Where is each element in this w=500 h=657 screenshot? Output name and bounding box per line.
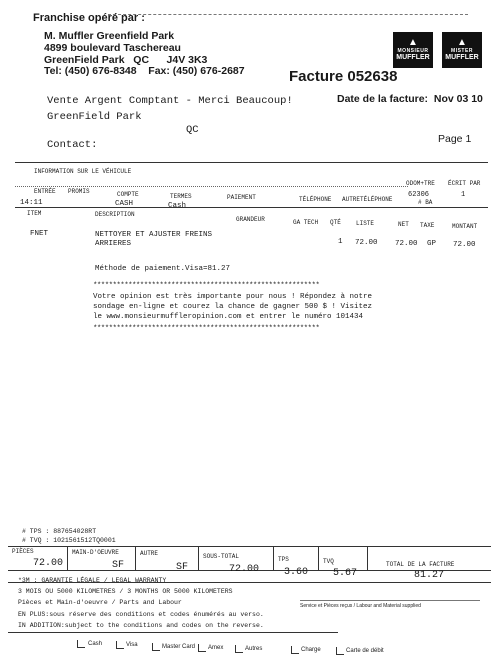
label-tvq: TVQ	[323, 558, 334, 565]
col-qte: QTÉ	[330, 219, 341, 226]
totals-divider	[273, 546, 274, 570]
franchise-city: GreenField Park QC J4V 3K3	[44, 54, 208, 66]
value-tps: 3.60	[284, 567, 309, 578]
totals-divider	[135, 546, 136, 570]
col-montant: MONTANT	[452, 223, 478, 230]
logo-top-text: MISTER	[451, 48, 473, 54]
col-promis: PROMIS	[68, 188, 90, 195]
line-item-net: 72.00	[395, 240, 418, 248]
warranty-bottom-rule	[8, 632, 338, 633]
line-item-liste: 72.00	[355, 239, 378, 247]
logo-top-text: MONSIEUR	[397, 48, 429, 54]
totals-divider	[67, 546, 68, 570]
customer-contact: Contact:	[47, 139, 98, 151]
totals-divider	[318, 546, 319, 570]
customer-province: QC	[186, 124, 199, 136]
signature-line	[300, 600, 480, 601]
checkbox-autres[interactable]	[235, 645, 243, 653]
page-number: Page 1	[438, 133, 472, 145]
logo-bottom-text: MUFFLER	[445, 54, 479, 61]
survey-line: Votre opinion est très importante pour nous ! Répondez à notre	[93, 293, 373, 301]
col-ba: # BA	[418, 199, 433, 206]
col-item: ITEM	[27, 210, 42, 217]
totals-divider	[198, 546, 199, 570]
col-ga-tech: GA TECH	[293, 219, 319, 226]
order-header-rule	[15, 186, 408, 187]
warranty-line: 3 MOIS OU 5000 KILOMETRES / 3 MONTHS OR 5000 KILOMETERS	[18, 588, 233, 595]
value-autre: SF	[176, 562, 189, 573]
line-item-taxe: GP	[427, 240, 437, 248]
col-autre-telephone: AUTRETÉLÉPHONE	[342, 196, 393, 203]
line-item-montant: 72.00	[453, 241, 476, 249]
label-pieces: PIÈCES	[12, 548, 34, 555]
line-item-desc-1: NETTOYER ET AJUSTER FREINS	[95, 231, 213, 239]
warranty-line: Pièces et Main-d'oeuvre / Parts and Labour	[18, 599, 182, 606]
tps-number: # TPS : 887654028RT	[22, 528, 97, 535]
stars-bottom: **********************************************************	[93, 325, 320, 333]
franchise-address: 4899 boulevard Taschereau	[44, 42, 181, 54]
col-grandeur: GRANDEUR	[236, 216, 265, 223]
ecrit-label: ÉCRIT PAR	[448, 180, 481, 187]
warranty-line: IN ADDITION:subject to the conditions and codes on the reverse.	[18, 622, 264, 629]
label-total: TOTAL DE LA FACTURE	[386, 561, 455, 568]
line-item-desc-2: ARRIERES	[95, 240, 132, 248]
odom-label: ODOM+TRE	[406, 180, 435, 187]
payment-option-label: Carte de débit	[346, 648, 384, 654]
odom-value: 62306	[408, 191, 430, 199]
invoice-date: Date de la facture: Nov 03 10	[337, 93, 483, 105]
franchise-header: Franchise opéré par :	[33, 12, 145, 24]
tvq-number: # TVQ : 1021561512TQ0001	[22, 537, 116, 544]
checkbox-cash[interactable]	[77, 640, 85, 648]
col-entree: ENTRÉE	[34, 188, 56, 195]
payment-option-label: Visa	[126, 642, 138, 648]
top-dashed-line	[108, 14, 468, 15]
value-total: 81.27	[414, 570, 445, 581]
col-net: NET	[398, 221, 409, 228]
line-item-qte: 1	[338, 238, 343, 246]
stars-top: **********************************************************	[93, 282, 320, 290]
totals-divider	[367, 546, 368, 570]
warranty-line: EN PLUS:sous réserve des conditions et codes énumérés au verso.	[18, 611, 264, 618]
customer-city: GreenField Park	[47, 111, 142, 123]
vehicle-section-label: INFORMATION SUR LE VÉHICULE	[34, 168, 132, 175]
col-paiement: PAIEMENT	[227, 194, 256, 201]
line-item-code: FNET	[30, 230, 49, 238]
checkbox-carte-debit[interactable]	[336, 647, 344, 655]
payment-option-label: Autres	[245, 646, 263, 652]
label-tps: TPS	[278, 556, 289, 563]
vehicle-top-rule	[15, 162, 488, 163]
checkbox-master-card[interactable]	[152, 643, 160, 651]
franchise-phone: Tel: (450) 676-8348 Fax: (450) 676-2687	[44, 65, 245, 77]
sale-line: Vente Argent Comptant - Merci Beaucoup!	[47, 95, 293, 107]
logo-bottom-text: MUFFLER	[396, 54, 430, 61]
col-liste: LISTE	[356, 220, 375, 227]
value-main-oeuvre: SF	[112, 560, 125, 571]
label-sous-total: SOUS-TOTAL	[203, 553, 240, 560]
checkbox-visa[interactable]	[116, 641, 124, 649]
invoice-title: Facture 052638	[289, 68, 398, 85]
compte-value: CASH	[115, 200, 134, 208]
checkbox-amex[interactable]	[198, 644, 206, 652]
termes-value: Cash	[168, 202, 187, 210]
col-compte: COMPTE	[117, 191, 139, 198]
col-telephone: TÉLÉPHONE	[299, 196, 332, 203]
col-description: DESCRIPTION	[95, 211, 135, 218]
survey-line: sondage en-ligne et courez la chance de gagner 500 $ ! Visitez	[93, 303, 373, 311]
payment-option-label: Cash	[88, 641, 103, 647]
monsieur-muffler-logo: ▲ MONSIEUR MUFFLER	[393, 32, 433, 68]
order-values-rule	[15, 207, 488, 208]
payment-option-label: Amex	[208, 645, 224, 651]
franchise-name: M. Muffler Greenfield Park	[44, 30, 175, 42]
ecrit-value: 1	[461, 191, 466, 199]
mister-muffler-logo: ▲ MISTER MUFFLER	[442, 32, 482, 68]
payment-option-label: Charge	[301, 647, 321, 653]
totals-top-rule	[8, 546, 491, 547]
label-main-oeuvre: MAIN-D'OEUVRE	[72, 549, 119, 556]
value-pieces: 72.00	[33, 558, 64, 569]
col-taxe: TAXE	[420, 222, 435, 229]
warranty-signature-label: Service et Pièces reçus / Labour and Material supplied	[300, 603, 421, 609]
value-tvq: 5.67	[333, 568, 358, 579]
label-autre: AUTRE	[140, 550, 159, 557]
value-sous-total: 72.00	[229, 564, 260, 575]
warranty-line: *3M : GARANTIE LÉGALE / LEGAL WARRANTY	[18, 577, 167, 584]
col-termes: TERMES	[170, 193, 192, 200]
payment-option-label: Master Card	[162, 644, 196, 650]
payment-method: Méthode de paiement.Visa=81.27	[95, 265, 231, 273]
entree-value: 14:11	[20, 199, 43, 207]
checkbox-charge[interactable]	[291, 646, 299, 654]
survey-line: le www.monsieurmuffleropinion.com et entrer le numéro 101434	[93, 313, 364, 321]
